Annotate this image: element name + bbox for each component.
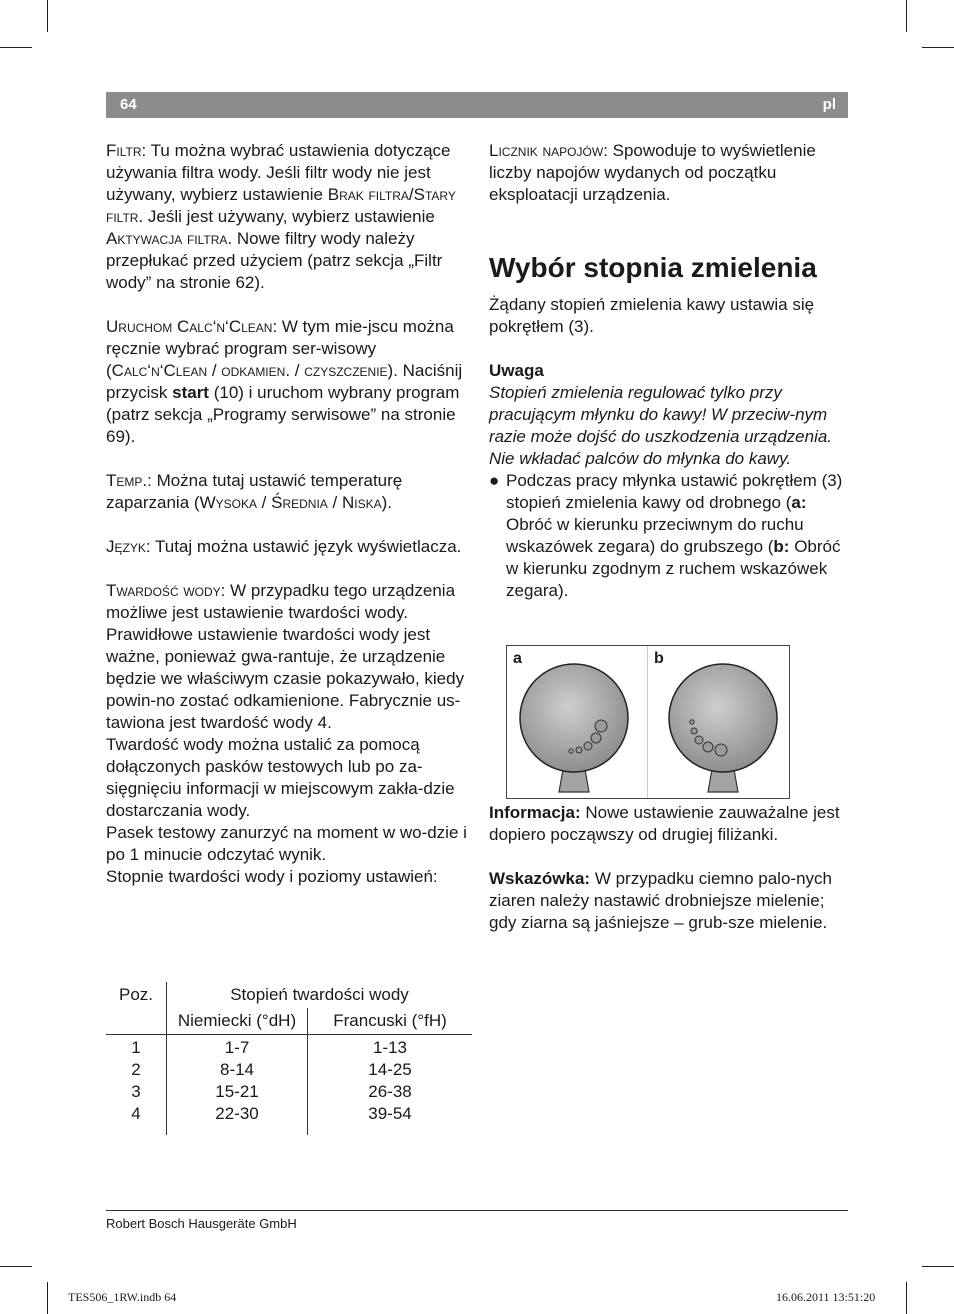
header-empty (106, 1008, 167, 1035)
crop-mark (922, 47, 954, 48)
slug-datetime: 16.06.2011 13:51:20 (776, 1290, 876, 1304)
footer-company: Robert Bosch Hausgeräte GmbH (106, 1216, 297, 1231)
cell-dh: 1-7 (167, 1035, 308, 1060)
term-aktywacja: Aktywacja filtra (106, 229, 228, 248)
crop-mark (906, 1282, 907, 1314)
language-code: pl (822, 96, 836, 113)
text: : W tym mie-jscu można ręcznie wybrać program ser-wisowy ( (106, 317, 454, 380)
crop-mark (0, 1266, 32, 1267)
text: (10) i uruchom wybrany program (patrz sekcja „Programy serwisowe” na stronie 69). (106, 383, 460, 446)
figure-panel-a (507, 646, 648, 798)
section-heading: Wybór stopnia zmielenia (489, 252, 817, 283)
label-b: b: (773, 537, 790, 556)
term-twardosc: Twardość wody (106, 581, 221, 600)
info-label: Informacja: (489, 803, 581, 822)
left-column (106, 140, 468, 888)
calc-clean-paragraph (106, 316, 468, 448)
language-paragraph (106, 536, 468, 558)
text: : W przypadku tego urządzenia możliwe jest ustawienie twardości wody. Prawidłowe ustawienie twardości wody jest ważne, ponieważ gwa-rantuje, że urządzenie będzie we właściwym czasie pokazywało, kiedy powin-no zostać odkamienione. Fabrycznie us-tawiona jest twardość wody 4. (106, 581, 465, 732)
crop-mark (922, 1266, 954, 1267)
caution-title (489, 360, 849, 382)
term-jezyk: Język (106, 537, 146, 556)
header-fh: Francuski (°fH) (308, 1008, 473, 1035)
term-uruchom: Uruchom Calc‘n‘Clean (106, 317, 273, 336)
text: W przypadku ciemno palo-nych ziaren należy nastawić drobniejsze mielenie; gdy ziarna są jaśniejsze – grub-sze mielenie. (489, 869, 832, 932)
cell-dh: 22-30 (167, 1103, 308, 1135)
text: Obróć w kierunku zgodnym z ruchem wskazówek zegara). (506, 537, 841, 600)
header-group: Stopień twardości wody (167, 982, 473, 1008)
right-column-body (489, 294, 849, 602)
cell-dh: 15-21 (167, 1081, 308, 1103)
term-brak-filtra: Brak filtra/Stary filtr (106, 185, 456, 226)
header-dh: Niemiecki (°dH) (167, 1008, 308, 1035)
crop-mark (906, 0, 907, 32)
start-keyword: start (172, 383, 209, 402)
page-number: 64 (120, 96, 137, 113)
cell-fh: 14-25 (308, 1059, 473, 1081)
slug-file: TES506_1RW.indb 64 (68, 1290, 177, 1304)
filter-paragraph (106, 140, 468, 294)
temp-paragraph (106, 470, 468, 514)
right-column-bottom (489, 802, 849, 934)
caution-title-text: Uwaga (489, 361, 544, 380)
bullet-text (506, 470, 849, 602)
footer-divider (106, 1210, 848, 1211)
cell-poz: 3 (131, 1082, 141, 1101)
text: Nowe ustawienie zauważalne jest dopiero począwszy od drugiej filiżanki. (489, 803, 840, 844)
crop-mark (0, 47, 32, 48)
counter-paragraph (489, 140, 849, 206)
text: : Tu można wybrać ustawienia dotyczące używania filtra wody. Jeśli filtr wody nie jest używany, wybierz ustawienie (106, 141, 451, 204)
text: Podczas pracy młynka ustawić pokrętłem (3) stopień zmielenia kawy od drobnego ( (506, 471, 843, 512)
cell-dh: 8-14 (167, 1059, 308, 1081)
bullet-icon: ● (489, 471, 500, 490)
cell-poz: 4 (131, 1104, 141, 1123)
tip-paragraph (489, 868, 849, 934)
figure-panel-b (648, 646, 788, 798)
grinder-knob-figure (506, 645, 790, 799)
label-a: a: (791, 493, 807, 512)
figure-label-a: a (513, 650, 522, 667)
intro-paragraph: Żądany stopień zmielenia kawy ustawia się pokrętłem (3). (489, 295, 815, 336)
text: : Można tutaj ustawić temperaturę zaparzania ( (106, 471, 403, 512)
tip-label: Wskazówka: (489, 869, 591, 888)
term-temp-options: Wysoka / Średnia / Niska (199, 493, 382, 512)
term-licznik: Licznik napojów (489, 141, 604, 160)
text: ). (381, 493, 392, 512)
knob-a-icon (507, 646, 647, 798)
text: . Nowe filtry wody należy przepłukać przed użyciem (patrz sekcja „Filtr wody” na stronie 62). (106, 229, 443, 292)
cell-poz: 1 (131, 1038, 141, 1057)
knob-b-icon (648, 646, 788, 798)
header-poz: Poz. (118, 985, 154, 1004)
hardness-table (106, 982, 472, 1135)
hardness-paragraph-2: Twardość wody można ustalić za pomocą dołączonych pasków testowych lub po za-sięgnięciu informacji w miejscowym zakła-dzie dostarczania wody. (106, 735, 455, 820)
term-programs: Calc‘n‘Clean / odkamien. / czyszczenie (111, 361, 388, 380)
cell-fh: 26-38 (308, 1081, 473, 1103)
text: ). Naciśnij przycisk (106, 361, 463, 402)
text: : Tutaj można ustawić język wyświetlacza. (145, 537, 462, 556)
text: Obróć w kierunku przeciwnym do ruchu wskazówek zegara) do grubszego ( (506, 515, 804, 556)
right-column-top (489, 140, 849, 206)
text: . Jeśli jest używany, wybierz ustawienie (138, 207, 435, 226)
figure-label-b: b (654, 650, 664, 667)
info-paragraph (489, 802, 849, 846)
caution-text: Stopień zmielenia regulować tylko przy pracującym młynku do kawy! W przeciw-nym razie może dojść do uszkodzenia urządzenia. Nie wkładać palców do młynka do kawy. (489, 383, 833, 468)
cell-poz: 2 (131, 1060, 141, 1079)
crop-mark (47, 0, 48, 32)
term-temp: Temp. (106, 471, 148, 490)
crop-mark (47, 1282, 48, 1314)
instruction-bullet (489, 470, 849, 602)
hardness-paragraph-4: Stopnie twardości wody i poziomy ustawień: (106, 867, 438, 886)
cell-fh: 1-13 (308, 1035, 473, 1060)
hardness-paragraph-3: Pasek testowy zanurzyć na moment w wo-dzie i po 1 minucie odczytać wynik. (106, 823, 467, 864)
term-filtr: Filtr (106, 141, 142, 160)
text: : Spowoduje to wyświetlenie liczby napojów wydanych od początku eksploatacji urządzenia. (489, 141, 816, 204)
page-header (106, 92, 848, 118)
hardness-paragraph (106, 580, 468, 734)
cell-fh: 39-54 (308, 1103, 473, 1135)
